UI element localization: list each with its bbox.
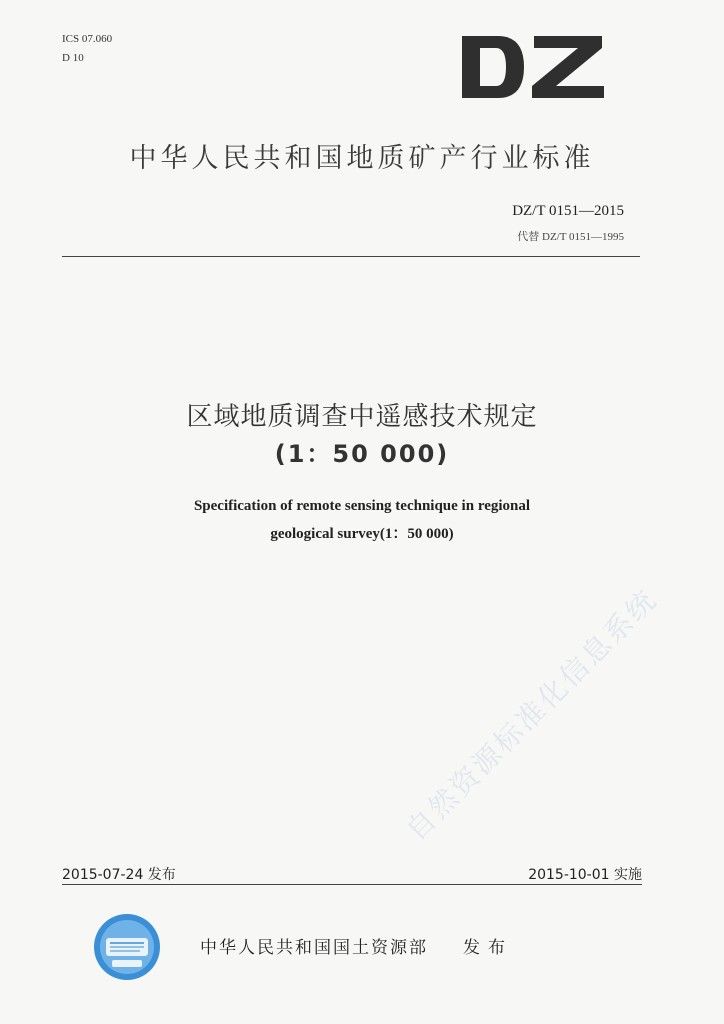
ics-code: ICS 07.060: [62, 33, 113, 45]
issue-label: 发布: [463, 938, 513, 958]
standard-number: DZ/T 0151—2015: [512, 203, 624, 219]
dz-logo: [458, 32, 608, 102]
watermark: 自然资源标准化信息系统: [399, 582, 665, 847]
anti-counterfeit-seal-icon: [92, 912, 162, 982]
implementation-date: 2015-10-01 实施: [528, 867, 642, 883]
replaces-standard: 代替 DZ/T 0151—1995: [517, 231, 624, 243]
issue-date: 2015-07-24 发布: [62, 867, 176, 883]
header-divider: [62, 256, 640, 257]
document-title: 区域地质调查中遥感技术规定: [186, 402, 538, 432]
standard-category-title: 中华人民共和国地质矿产行业标准: [129, 143, 595, 174]
document-scale: (1：50 000): [274, 440, 450, 468]
ccs-code: D 10: [62, 52, 84, 64]
english-title-line-2: geological survey(1：50 000): [270, 526, 454, 542]
english-title-line-1: Specification of remote sensing technique in regional: [193, 498, 531, 514]
issuing-authority: 中华人民共和国国土资源部: [200, 938, 428, 958]
footer-divider: [62, 884, 642, 885]
